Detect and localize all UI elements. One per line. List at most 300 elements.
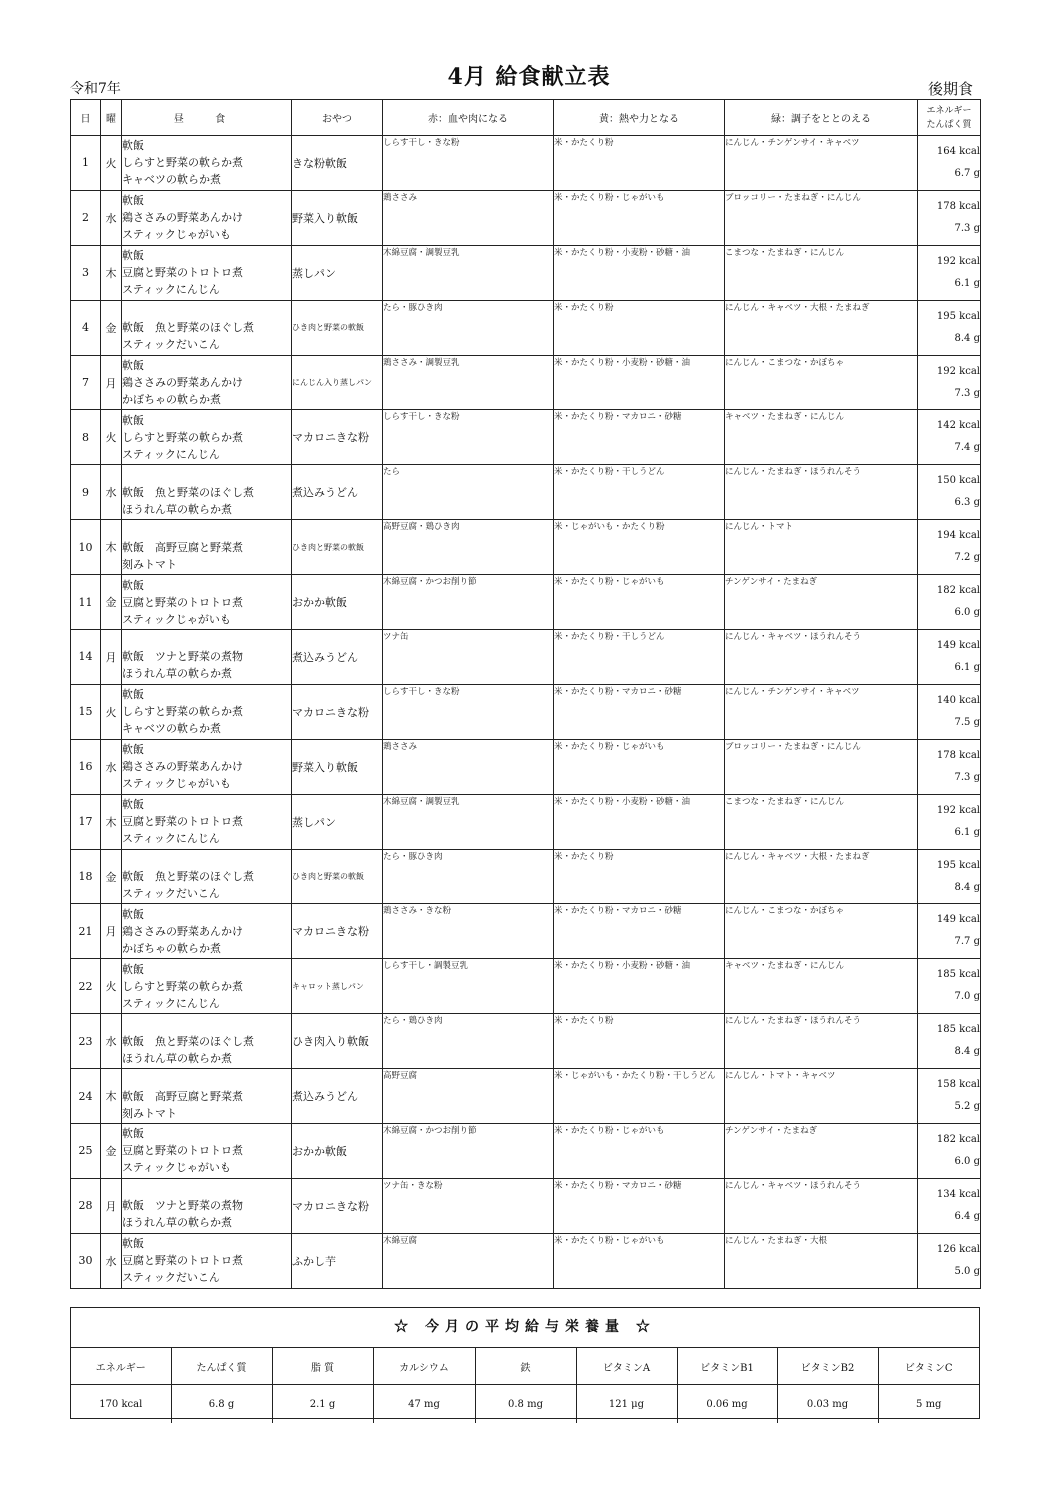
protein-value: 6.3 g bbox=[954, 497, 980, 509]
red-group-foods: 木綿豆腐・かつお削り節 bbox=[383, 1124, 554, 1179]
lunch-line: 豆腐と野菜のトロトロ煮 bbox=[122, 815, 243, 829]
lunch-line: しらすと野菜の軟らか煮 bbox=[122, 430, 243, 444]
energy-value: 134 kcal bbox=[936, 1188, 980, 1200]
green-group-foods: にんじん・たまねぎ・ほうれんそう bbox=[725, 465, 918, 520]
lunch-menu bbox=[122, 1069, 292, 1124]
day-number: 8 bbox=[71, 410, 101, 465]
yellow-group-foods: 米・かたくり粉・マカロニ・砂糖 bbox=[554, 410, 725, 465]
yellow-group-foods: 米・かたくり粉・じゃがいも bbox=[554, 575, 725, 630]
day-number: 24 bbox=[71, 1069, 101, 1124]
snack: おかか軟飯 bbox=[292, 575, 383, 630]
header-green-group: 緑：調子をととのえる bbox=[725, 100, 918, 136]
weekday: 金 bbox=[101, 575, 122, 630]
green-group-foods: にんじん・こまつな・かぼちゃ bbox=[725, 904, 918, 959]
average-header-row bbox=[71, 1348, 979, 1385]
energy-protein bbox=[918, 904, 981, 959]
snack: おかか軟飯 bbox=[292, 1124, 383, 1179]
energy-value: 140 kcal bbox=[936, 694, 980, 706]
protein-value: 6.4 g bbox=[954, 1210, 980, 1222]
lunch-line: スティックにんじん bbox=[122, 832, 220, 846]
lunch-line: 軟飯 高野豆腐と野菜煮 bbox=[122, 540, 243, 554]
average-value: 0.03 mg bbox=[777, 1385, 878, 1424]
menu-row bbox=[71, 904, 981, 959]
average-table bbox=[71, 1347, 979, 1423]
menu-row bbox=[71, 1124, 981, 1179]
lunch-line: 軟飯 魚と野菜のほぐし煮 bbox=[122, 321, 254, 335]
day-number: 11 bbox=[71, 575, 101, 630]
day-number: 10 bbox=[71, 520, 101, 575]
green-group-foods: にんじん・トマト・キャベツ bbox=[725, 1069, 918, 1124]
energy-value: 192 kcal bbox=[936, 255, 980, 267]
lunch-menu bbox=[122, 739, 292, 794]
energy-protein bbox=[918, 1233, 981, 1288]
lunch-line: 軟飯 bbox=[122, 1127, 144, 1141]
snack: にんじん入り蒸しパン bbox=[292, 355, 383, 410]
day-number: 28 bbox=[71, 1178, 101, 1233]
lunch-line: スティックだいこん bbox=[122, 1271, 220, 1285]
energy-value: 182 kcal bbox=[936, 585, 980, 597]
weekday: 金 bbox=[101, 849, 122, 904]
weekday: 月 bbox=[101, 1178, 122, 1233]
protein-value: 6.0 g bbox=[954, 607, 980, 619]
green-group-foods: ブロッコリー・たまねぎ・にんじん bbox=[725, 739, 918, 794]
average-header: 脂 質 bbox=[272, 1348, 373, 1385]
energy-value: 192 kcal bbox=[936, 365, 980, 377]
weekday: 火 bbox=[101, 410, 122, 465]
energy-value: 178 kcal bbox=[936, 749, 980, 761]
menu-row bbox=[71, 959, 981, 1014]
red-group-foods: 鶏ささみ bbox=[383, 190, 554, 245]
lunch-line bbox=[122, 522, 291, 539]
yellow-group-foods: 米・かたくり粉・マカロニ・砂糖 bbox=[554, 684, 725, 739]
energy-protein bbox=[918, 849, 981, 904]
lunch-line: 軟飯 bbox=[122, 798, 144, 812]
lunch-line: スティックじゃがいも bbox=[122, 228, 231, 242]
header-protein: たんぱく質 bbox=[926, 119, 972, 130]
energy-protein bbox=[918, 1124, 981, 1179]
lunch-line: 軟飯 bbox=[122, 413, 144, 427]
snack: きな粉軟飯 bbox=[292, 136, 383, 191]
lunch-line bbox=[122, 851, 291, 868]
average-header: ビタミンB1 bbox=[677, 1348, 777, 1385]
protein-value: 7.3 g bbox=[954, 222, 980, 234]
lunch-line: 豆腐と野菜のトロトロ煮 bbox=[122, 1254, 243, 1268]
lunch-line: 豆腐と野菜のトロトロ煮 bbox=[122, 595, 243, 609]
protein-value: 7.0 g bbox=[954, 991, 980, 1003]
energy-value: 194 kcal bbox=[936, 530, 980, 542]
lunch-line: 軟飯 bbox=[122, 249, 144, 263]
yellow-group-foods: 米・かたくり粉・じゃがいも bbox=[554, 1124, 725, 1179]
lunch-menu bbox=[122, 575, 292, 630]
lunch-menu bbox=[122, 190, 292, 245]
average-value: 121 μg bbox=[576, 1385, 677, 1424]
yellow-group-foods: 米・じゃがいも・かたくり粉・干しうどん bbox=[554, 1069, 725, 1124]
average-header: ビタミンC bbox=[878, 1348, 979, 1385]
yellow-group-foods: 米・かたくり粉 bbox=[554, 1014, 725, 1069]
yellow-group-foods: 米・かたくり粉・小麦粉・砂糖・油 bbox=[554, 794, 725, 849]
energy-protein bbox=[918, 136, 981, 191]
weekday: 火 bbox=[101, 684, 122, 739]
red-group-foods: 木綿豆腐・かつお削り節 bbox=[383, 575, 554, 630]
yellow-group-foods: 米・かたくり粉・マカロニ・砂糖 bbox=[554, 1178, 725, 1233]
menu-row bbox=[71, 465, 981, 520]
lunch-menu bbox=[122, 1124, 292, 1179]
menu-row bbox=[71, 849, 981, 904]
energy-value: 185 kcal bbox=[936, 1024, 980, 1036]
day-number: 1 bbox=[71, 136, 101, 191]
average-header: ビタミンA bbox=[576, 1348, 677, 1385]
weekday: 水 bbox=[101, 1233, 122, 1288]
yellow-group-foods: 米・かたくり粉 bbox=[554, 300, 725, 355]
green-group-foods: にんじん・キャベツ・大根・たまねぎ bbox=[725, 849, 918, 904]
lunch-menu bbox=[122, 959, 292, 1014]
red-group-foods: 鶏ささみ bbox=[383, 739, 554, 794]
lunch-line: スティックだいこん bbox=[122, 338, 220, 352]
header-energy: エネルギー bbox=[926, 105, 972, 116]
green-group-foods: チンゲンサイ・たまねぎ bbox=[725, 575, 918, 630]
day-number: 7 bbox=[71, 355, 101, 410]
menu-row bbox=[71, 245, 981, 300]
lunch-line: 軟飯 魚と野菜のほぐし煮 bbox=[122, 870, 254, 884]
red-group-foods: たら・豚ひき肉 bbox=[383, 849, 554, 904]
weekday: 火 bbox=[101, 959, 122, 1014]
weekday: 水 bbox=[101, 1014, 122, 1069]
energy-protein bbox=[918, 575, 981, 630]
green-group-foods: にんじん・たまねぎ・ほうれんそう bbox=[725, 1014, 918, 1069]
menu-row bbox=[71, 300, 981, 355]
protein-value: 8.4 g bbox=[954, 332, 980, 344]
snack: マカロニきな粉 bbox=[292, 410, 383, 465]
red-group-foods: 鶏ささみ・調製豆乳 bbox=[383, 355, 554, 410]
protein-value: 7.2 g bbox=[954, 552, 980, 564]
meal-type-label: 後期食 bbox=[928, 80, 974, 98]
red-group-foods: たら・鶏ひき肉 bbox=[383, 1014, 554, 1069]
day-number: 3 bbox=[71, 245, 101, 300]
menu-row bbox=[71, 1014, 981, 1069]
snack: キャロット蒸しパン bbox=[292, 959, 383, 1014]
weekday: 月 bbox=[101, 630, 122, 685]
lunch-menu bbox=[122, 300, 292, 355]
weekday: 木 bbox=[101, 794, 122, 849]
lunch-line bbox=[122, 1180, 291, 1197]
lunch-menu bbox=[122, 1178, 292, 1233]
snack: ひき肉と野菜の軟飯 bbox=[292, 300, 383, 355]
lunch-line: 軟飯 bbox=[122, 962, 144, 976]
lunch-line: 軟飯 bbox=[122, 743, 144, 757]
weekday: 木 bbox=[101, 245, 122, 300]
menu-row bbox=[71, 684, 981, 739]
lunch-line bbox=[122, 467, 291, 484]
average-header: ビタミンB2 bbox=[777, 1348, 878, 1385]
day-number: 4 bbox=[71, 300, 101, 355]
red-group-foods: ツナ缶・きな粉 bbox=[383, 1178, 554, 1233]
menu-body bbox=[71, 136, 981, 1289]
green-group-foods: こまつな・たまねぎ・にんじん bbox=[725, 245, 918, 300]
green-group-foods: にんじん・トマト bbox=[725, 520, 918, 575]
menu-row bbox=[71, 520, 981, 575]
energy-protein bbox=[918, 1014, 981, 1069]
energy-value: 195 kcal bbox=[936, 310, 980, 322]
lunch-line: 軟飯 bbox=[122, 907, 144, 921]
energy-protein bbox=[918, 1178, 981, 1233]
lunch-menu bbox=[122, 136, 292, 191]
weekday: 水 bbox=[101, 465, 122, 520]
header-snack: おやつ bbox=[292, 100, 383, 136]
day-number: 25 bbox=[71, 1124, 101, 1179]
lunch-line: ほうれん草の軟らか煮 bbox=[122, 1216, 232, 1230]
day-number: 22 bbox=[71, 959, 101, 1014]
red-group-foods: 木綿豆腐・調製豆乳 bbox=[383, 245, 554, 300]
energy-protein bbox=[918, 245, 981, 300]
energy-value: 182 kcal bbox=[936, 1133, 980, 1145]
menu-header-row bbox=[71, 100, 981, 136]
average-header: たんぱく質 bbox=[171, 1348, 272, 1385]
red-group-foods: 高野豆腐・鶏ひき肉 bbox=[383, 520, 554, 575]
average-value: 47 mg bbox=[373, 1385, 475, 1424]
snack: マカロニきな粉 bbox=[292, 1178, 383, 1233]
day-number: 18 bbox=[71, 849, 101, 904]
green-group-foods: にんじん・たまねぎ・大根 bbox=[725, 1233, 918, 1288]
yellow-group-foods: 米・かたくり粉・小麦粉・砂糖・油 bbox=[554, 959, 725, 1014]
yellow-group-foods: 米・かたくり粉・小麦粉・砂糖・油 bbox=[554, 355, 725, 410]
lunch-line: 軟飯 ツナと野菜の煮物 bbox=[122, 650, 243, 664]
weekday: 金 bbox=[101, 1124, 122, 1179]
energy-protein bbox=[918, 465, 981, 520]
yellow-group-foods: 米・かたくり粉・マカロニ・砂糖 bbox=[554, 904, 725, 959]
energy-value: 195 kcal bbox=[936, 859, 980, 871]
yellow-group-foods: 米・かたくり粉・干しうどん bbox=[554, 630, 725, 685]
lunch-menu bbox=[122, 904, 292, 959]
weekday: 木 bbox=[101, 520, 122, 575]
energy-protein bbox=[918, 684, 981, 739]
header-day: 日 bbox=[71, 100, 101, 136]
energy-protein bbox=[918, 739, 981, 794]
day-number: 16 bbox=[71, 739, 101, 794]
lunch-line: スティックじゃがいも bbox=[122, 612, 231, 626]
lunch-line: キャベツの軟らか煮 bbox=[122, 173, 221, 187]
energy-protein bbox=[918, 1069, 981, 1124]
lunch-menu bbox=[122, 684, 292, 739]
lunch-menu bbox=[122, 1233, 292, 1288]
energy-value: 149 kcal bbox=[936, 639, 980, 651]
protein-value: 5.0 g bbox=[954, 1265, 980, 1277]
menu-row bbox=[71, 739, 981, 794]
era-label: 令和7年 bbox=[70, 81, 121, 97]
green-group-foods: チンゲンサイ・たまねぎ bbox=[725, 1124, 918, 1179]
menu-table bbox=[70, 99, 981, 1289]
energy-protein bbox=[918, 794, 981, 849]
snack: 野菜入り軟飯 bbox=[292, 190, 383, 245]
snack: ひき肉入り軟飯 bbox=[292, 1014, 383, 1069]
lunch-line: 軟飯 bbox=[122, 688, 144, 702]
day-number: 17 bbox=[71, 794, 101, 849]
weekday: 木 bbox=[101, 1069, 122, 1124]
day-number: 30 bbox=[71, 1233, 101, 1288]
lunch-line: 軟飯 bbox=[122, 194, 144, 208]
snack: 煮込みうどん bbox=[292, 1069, 383, 1124]
lunch-line: 軟飯 ツナと野菜の煮物 bbox=[122, 1199, 243, 1213]
weekday: 水 bbox=[101, 739, 122, 794]
protein-value: 7.5 g bbox=[954, 716, 980, 728]
lunch-line: 軟飯 高野豆腐と野菜煮 bbox=[122, 1089, 243, 1103]
snack: 煮込みうどん bbox=[292, 465, 383, 520]
lunch-line: スティックにんじん bbox=[122, 996, 220, 1010]
lunch-line: スティックにんじん bbox=[122, 447, 220, 461]
lunch-line: 鶏ささみの野菜あんかけ bbox=[122, 924, 243, 938]
energy-value: 149 kcal bbox=[936, 914, 980, 926]
yellow-group-foods: 米・かたくり粉・じゃがいも bbox=[554, 190, 725, 245]
average-value: 2.1 g bbox=[272, 1385, 373, 1424]
day-number: 9 bbox=[71, 465, 101, 520]
yellow-group-foods: 米・かたくり粉 bbox=[554, 136, 725, 191]
energy-protein bbox=[918, 959, 981, 1014]
red-group-foods: 高野豆腐 bbox=[383, 1069, 554, 1124]
average-title: ☆ 今月の平均給与栄養量 ☆ bbox=[394, 1319, 656, 1335]
header-red-group: 赤：血や肉になる bbox=[383, 100, 554, 136]
day-number: 15 bbox=[71, 684, 101, 739]
lunch-line: 軟飯 魚と野菜のほぐし煮 bbox=[122, 1034, 254, 1048]
menu-row bbox=[71, 190, 981, 245]
average-value: 0.06 mg bbox=[677, 1385, 777, 1424]
weekday: 金 bbox=[101, 300, 122, 355]
protein-value: 7.3 g bbox=[954, 387, 980, 399]
snack: ふかし芋 bbox=[292, 1233, 383, 1288]
yellow-group-foods: 米・かたくり粉・じゃがいも bbox=[554, 1233, 725, 1288]
protein-value: 8.4 g bbox=[954, 1046, 980, 1058]
header-energy-protein bbox=[918, 100, 981, 136]
energy-protein bbox=[918, 630, 981, 685]
page-title: 4月 給食献立表 bbox=[447, 64, 611, 90]
lunch-line: ほうれん草の軟らか煮 bbox=[122, 667, 232, 681]
snack: 煮込みうどん bbox=[292, 630, 383, 685]
header-yellow-group: 黄：熱や力となる bbox=[554, 100, 725, 136]
lunch-line: スティックだいこん bbox=[122, 887, 220, 901]
lunch-line: スティックじゃがいも bbox=[122, 777, 231, 791]
energy-protein bbox=[918, 520, 981, 575]
red-group-foods: たら・豚ひき肉 bbox=[383, 300, 554, 355]
snack: 野菜入り軟飯 bbox=[292, 739, 383, 794]
lunch-line: キャベツの軟らか煮 bbox=[122, 722, 221, 736]
lunch-line: 鶏ささみの野菜あんかけ bbox=[122, 760, 243, 774]
protein-value: 8.4 g bbox=[954, 881, 980, 893]
menu-row bbox=[71, 1178, 981, 1233]
weekday: 月 bbox=[101, 355, 122, 410]
lunch-line: かぼちゃの軟らか煮 bbox=[122, 393, 221, 406]
energy-value: 178 kcal bbox=[936, 200, 980, 212]
protein-value: 6.1 g bbox=[954, 277, 980, 289]
average-value: 6.8 g bbox=[171, 1385, 272, 1424]
yellow-group-foods: 米・かたくり粉・小麦粉・砂糖・油 bbox=[554, 245, 725, 300]
lunch-line: 軟飯 bbox=[122, 1237, 144, 1251]
energy-value: 192 kcal bbox=[936, 804, 980, 816]
average-header: 鉄 bbox=[475, 1348, 576, 1385]
yellow-group-foods: 米・かたくり粉 bbox=[554, 849, 725, 904]
energy-value: 164 kcal bbox=[936, 145, 980, 157]
lunch-menu bbox=[122, 465, 292, 520]
red-group-foods: しらす干し・きな粉 bbox=[383, 410, 554, 465]
protein-value: 5.2 g bbox=[954, 1101, 980, 1113]
lunch-line: スティックにんじん bbox=[122, 283, 220, 297]
lunch-line: かぼちゃの軟らか煮 bbox=[122, 941, 221, 955]
green-group-foods: ブロッコリー・たまねぎ・にんじん bbox=[725, 190, 918, 245]
green-group-foods: こまつな・たまねぎ・にんじん bbox=[725, 794, 918, 849]
lunch-line bbox=[122, 1016, 291, 1033]
lunch-line: ほうれん草の軟らか煮 bbox=[122, 502, 232, 516]
lunch-line: 刻みトマト bbox=[122, 557, 177, 571]
menu-row bbox=[71, 410, 981, 465]
energy-value: 158 kcal bbox=[936, 1079, 980, 1091]
weekday: 水 bbox=[101, 190, 122, 245]
day-number: 14 bbox=[71, 630, 101, 685]
snack: マカロニきな粉 bbox=[292, 684, 383, 739]
average-value: 170 kcal bbox=[71, 1385, 171, 1424]
energy-value: 185 kcal bbox=[936, 969, 980, 981]
green-group-foods: にんじん・チンゲンサイ・キャベツ bbox=[725, 136, 918, 191]
red-group-foods: 木綿豆腐 bbox=[383, 1233, 554, 1288]
lunch-line: 軟飯 bbox=[122, 578, 144, 592]
green-group-foods: キャベツ・たまねぎ・にんじん bbox=[725, 959, 918, 1014]
energy-value: 126 kcal bbox=[936, 1243, 980, 1255]
average-value: 0.8 mg bbox=[475, 1385, 576, 1424]
red-group-foods: ツナ缶 bbox=[383, 630, 554, 685]
menu-row bbox=[71, 794, 981, 849]
snack: 蒸しパン bbox=[292, 245, 383, 300]
red-group-foods: しらす干し・きな粉 bbox=[383, 136, 554, 191]
green-group-foods: にんじん・キャベツ・大根・たまねぎ bbox=[725, 300, 918, 355]
yellow-group-foods: 米・かたくり粉・じゃがいも bbox=[554, 739, 725, 794]
day-number: 21 bbox=[71, 904, 101, 959]
lunch-line: しらすと野菜の軟らか煮 bbox=[122, 979, 243, 993]
lunch-line: しらすと野菜の軟らか煮 bbox=[122, 705, 243, 719]
lunch-line: 軟飯 魚と野菜のほぐし煮 bbox=[122, 485, 254, 499]
snack: ひき肉と野菜の軟飯 bbox=[292, 849, 383, 904]
day-number: 2 bbox=[71, 190, 101, 245]
menu-row bbox=[71, 1069, 981, 1124]
green-group-foods: にんじん・チンゲンサイ・キャベツ bbox=[725, 684, 918, 739]
red-group-foods: 鶏ささみ・きな粉 bbox=[383, 904, 554, 959]
menu-row bbox=[71, 136, 981, 191]
red-group-foods: 木綿豆腐・調製豆乳 bbox=[383, 794, 554, 849]
protein-value: 7.7 g bbox=[954, 936, 980, 948]
average-header: エネルギー bbox=[71, 1348, 171, 1385]
header-lunch: 昼 食 bbox=[122, 100, 292, 136]
lunch-line: 豆腐と野菜のトロトロ煮 bbox=[122, 266, 243, 280]
yellow-group-foods: 米・じゃがいも・かたくり粉 bbox=[554, 520, 725, 575]
protein-value: 7.4 g bbox=[954, 442, 980, 454]
protein-value: 6.0 g bbox=[954, 1155, 980, 1167]
protein-value: 6.1 g bbox=[954, 826, 980, 838]
red-group-foods: しらす干し・きな粉 bbox=[383, 684, 554, 739]
energy-protein bbox=[918, 190, 981, 245]
day-number: 23 bbox=[71, 1014, 101, 1069]
green-group-foods: にんじん・こまつな・かぼちゃ bbox=[725, 355, 918, 410]
lunch-menu bbox=[122, 849, 292, 904]
menu-row bbox=[71, 1233, 981, 1288]
lunch-line bbox=[122, 302, 291, 319]
lunch-menu bbox=[122, 1014, 292, 1069]
header-weekday: 曜 bbox=[101, 100, 122, 136]
energy-protein bbox=[918, 410, 981, 465]
protein-value: 6.7 g bbox=[954, 167, 980, 179]
lunch-line: 軟飯 bbox=[122, 139, 144, 153]
lunch-menu bbox=[122, 630, 292, 685]
average-header: カルシウム bbox=[373, 1348, 475, 1385]
menu-row bbox=[71, 575, 981, 630]
yellow-group-foods: 米・かたくり粉・干しうどん bbox=[554, 465, 725, 520]
menu-row bbox=[71, 630, 981, 685]
lunch-line bbox=[122, 1071, 291, 1088]
red-group-foods: しらす干し・調製豆乳 bbox=[383, 959, 554, 1014]
